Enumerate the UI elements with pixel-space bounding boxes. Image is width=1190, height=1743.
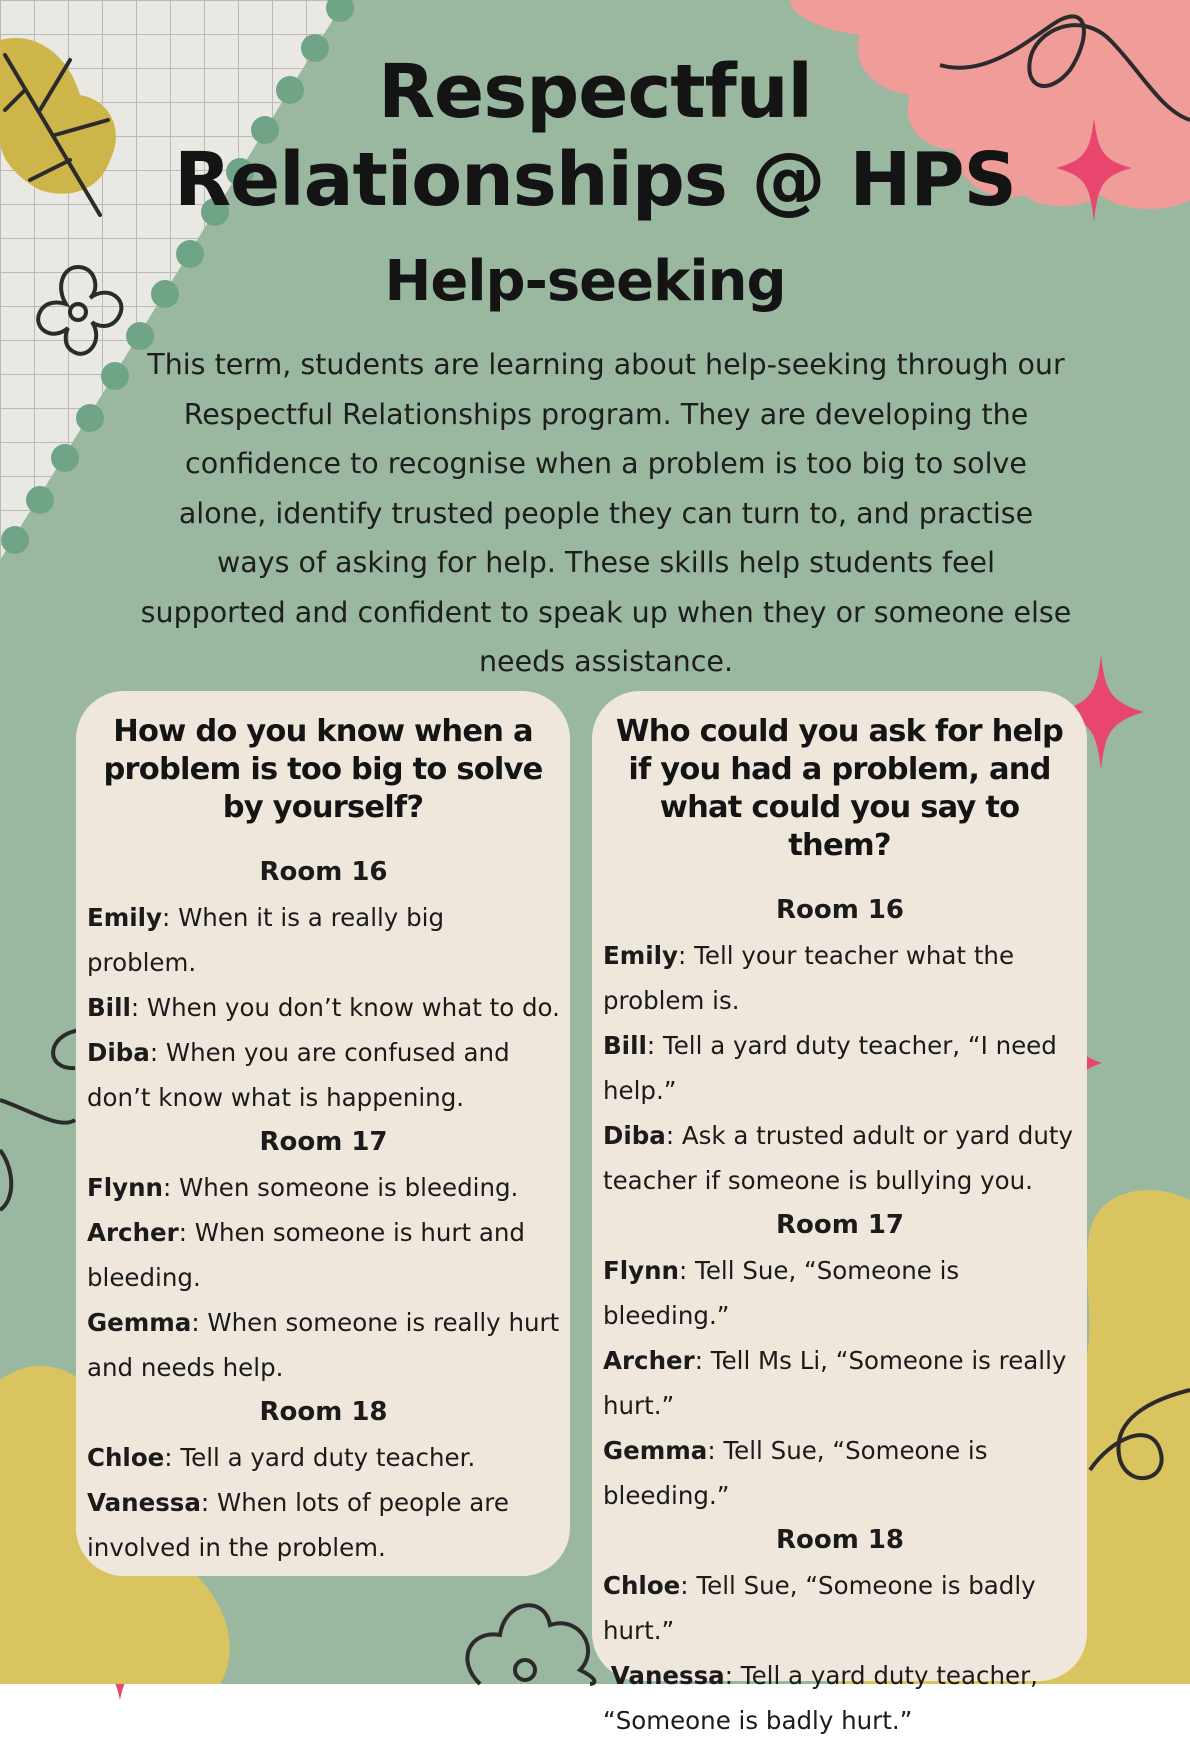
student-name: Flynn <box>87 1173 163 1202</box>
student-name: Emily <box>603 941 679 970</box>
student-name: Gemma <box>603 1436 708 1465</box>
title-line-1: Respectful <box>378 49 812 135</box>
response-text: : When lots of people are involved in the problem. <box>87 1488 509 1562</box>
response-text: : Tell your teacher what the problem is. <box>603 941 1015 1015</box>
subtitle: Help-seeking <box>384 249 786 314</box>
room-heading: Room 16 <box>259 857 388 887</box>
student-name: Diba <box>87 1038 150 1067</box>
response-text: : When you are confused and don’t know what is happening. <box>87 1038 510 1112</box>
student-name: Emily <box>87 903 163 932</box>
student-response <box>603 1023 1077 1113</box>
student-response <box>87 1210 560 1300</box>
student-name: Chloe <box>603 1571 681 1600</box>
response-text: : Tell a yard duty teacher. <box>164 1443 476 1472</box>
room-heading: Room 16 <box>775 895 905 925</box>
student-name: Vanessa <box>610 1661 725 1690</box>
student-name: Bill <box>603 1031 647 1060</box>
student-name: Vanessa <box>87 1488 201 1517</box>
right-card-question: Who could you ask for help if you had a problem, and what could you say to them? <box>615 714 1064 863</box>
room-heading: Room 17 <box>775 1210 905 1240</box>
student-response <box>87 985 560 1030</box>
response-text: : Tell Ms Li, “Someone is really hurt.” <box>603 1346 1067 1420</box>
student-response <box>87 1300 560 1390</box>
room-heading: Room 18 <box>259 1397 388 1427</box>
left-question-card <box>76 691 570 1576</box>
student-response <box>603 933 1077 1023</box>
student-name: Chloe <box>87 1443 165 1472</box>
student-name: Archer <box>603 1346 695 1375</box>
room-heading: Room 18 <box>775 1525 905 1555</box>
student-response <box>603 1338 1077 1428</box>
student-name: Flynn <box>603 1256 679 1285</box>
response-text: : Ask a trusted adult or yard duty teacher if someone is bullying you. <box>603 1121 1073 1195</box>
response-text: : Tell Sue, “Someone is bleeding.” <box>603 1256 960 1330</box>
right-question-card <box>592 691 1087 1735</box>
student-response <box>87 895 560 985</box>
response-text: : When someone is really hurt and needs help. <box>87 1308 560 1382</box>
room-heading: Room 17 <box>259 1127 388 1157</box>
response-text: : Tell a yard duty teacher, “Someone is badly hurt.” <box>603 1661 1038 1735</box>
intro-paragraph: This term, students are learning about help-seeking through our Respectful Relationships program. They are developing the confidence to recognise when a problem is too big to solve alone, identify trusted people they can turn to, and practise ways of asking for help. These skills help students feel supported and confident to speak up when they or someone else needs assistance. <box>140 348 1072 678</box>
student-response <box>87 1480 560 1570</box>
response-text: : Tell Sue, “Someone is badly hurt.” <box>603 1571 1036 1645</box>
student-response <box>87 1165 560 1210</box>
response-text: : When someone is bleeding. <box>163 1173 519 1202</box>
student-name: Gemma <box>87 1308 192 1337</box>
student-response <box>603 1113 1077 1203</box>
title-line-2: Relationships @ HPS <box>174 137 1016 223</box>
student-response <box>87 1435 560 1480</box>
student-response <box>603 1653 1077 1743</box>
student-response <box>87 1030 560 1120</box>
response-text: : When it is a really big problem. <box>87 903 445 977</box>
student-name: Diba <box>603 1121 666 1150</box>
response-text: : When someone is hurt and bleeding. <box>87 1218 525 1292</box>
student-response <box>603 1248 1077 1338</box>
student-name: Archer <box>87 1218 179 1247</box>
response-text: : Tell a yard duty teacher, “I need help.” <box>603 1031 1057 1105</box>
left-card-question: How do you know when a problem is too big to solve by yourself? <box>103 714 543 825</box>
response-text: : Tell Sue, “Someone is bleeding.” <box>603 1436 988 1510</box>
student-name: Bill <box>87 993 131 1022</box>
student-response <box>603 1428 1077 1518</box>
student-response <box>603 1563 1077 1653</box>
response-text: : When you don’t know what to do. <box>130 993 560 1022</box>
